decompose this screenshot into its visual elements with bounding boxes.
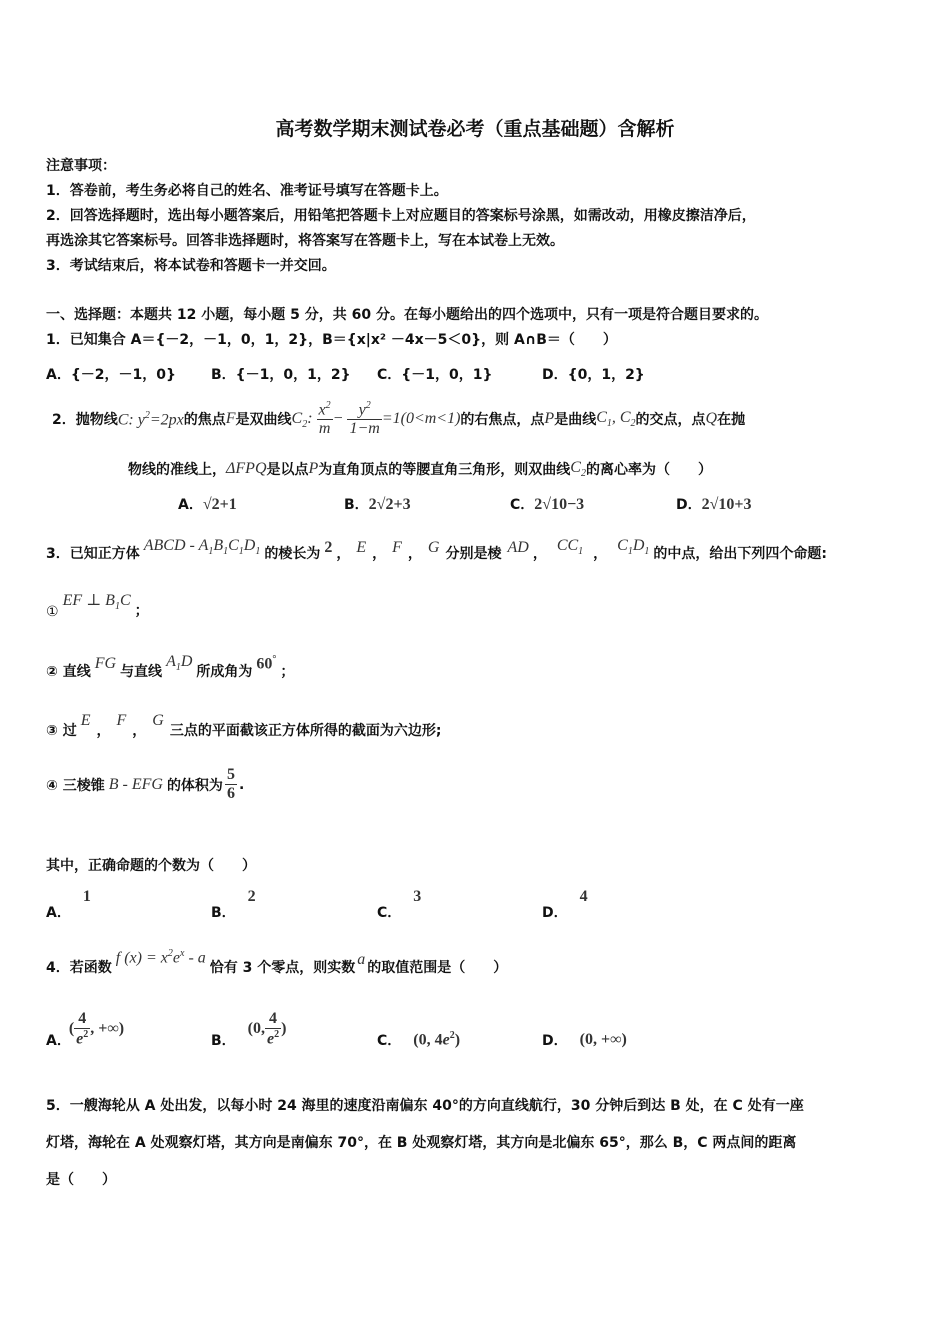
q2-text: 物线的准线上， xyxy=(128,462,226,479)
q3-text: 的中点，给出下列四个命题: xyxy=(653,546,827,563)
q3-var-g: G xyxy=(427,539,440,557)
q3-edge-ad: AD xyxy=(507,539,529,557)
q2-option-c: C．2√10−3 xyxy=(510,496,585,513)
q2-hyperbola-formula: $C_2$: $\frac{x^2}{m}$ − $\frac{y^2}{1-m}$ =1(0<m<1) xyxy=(291,400,461,438)
q3-stem: 3．已知正方体 ABCD - $A_1B_1C_1D_1$ 的棱长为 2 ， E ， F ， G 分别是棱 AD ， $CC_1$ ， $C_1D_1$ 的中点，给出下列四个命题: xyxy=(46,537,827,563)
q2-text: 的离心率为（ ） xyxy=(585,462,712,479)
q2-option-c-value: 2√10−3 xyxy=(534,496,585,513)
q5-line-1: 5．一艘海轮从 A 处出发，以每小时 24 海里的速度沿南偏东 40°的方向直线航行，30 分钟后到达 B 处，在 C 处有一座 xyxy=(46,1098,804,1114)
q1-option-b: B．{－1，0，1，2} xyxy=(211,367,351,383)
q3-edge-length: 2 xyxy=(324,539,333,557)
q4-option-c: C． (0, $4e^2$) xyxy=(377,1030,461,1049)
q2-text: 的交点，点 xyxy=(635,412,706,429)
q2-text: 是以点 xyxy=(266,462,309,479)
q1-option-d: D．{0，1，2} xyxy=(542,367,645,383)
q3-proposition-1: ① EF ⊥ $B_1C$ ； xyxy=(46,592,149,621)
q2-option-b-value: 2√2+3 xyxy=(368,496,411,513)
notice-item: 2．回答选择题时，选出每小题答案后，用铅笔把答题卡上对应题目的答案标号涂黑，如需改动，用橡皮擦洁净后， xyxy=(46,208,756,224)
q3-proposition-3: ③ 过 E ， F ， G 三点的平面截该正方体所得的截面为六边形; xyxy=(46,712,442,739)
q2-text: 的焦点 xyxy=(183,412,226,429)
q4-function: f $(x) = x^2e^x - a$ xyxy=(115,948,206,967)
notice-item: 再选涂其它答案标号。回答非选择题时，将答案写在答题卡上，写在本试卷上无效。 xyxy=(46,233,564,249)
q3-text: 分别是棱 xyxy=(445,546,502,563)
q2-triangle: ΔFPQ xyxy=(226,460,267,478)
q4-option-d: D． (0, +∞) xyxy=(542,1031,627,1049)
q3-option-c: C． 3 xyxy=(377,888,422,921)
q2-parabola-formula: C: $y^2=2px$ xyxy=(117,409,184,428)
q1-option-c: C．{－1，0，1} xyxy=(377,367,493,383)
q2-var-q: Q xyxy=(705,410,718,428)
q2-num: 2．抛物线 xyxy=(52,412,118,429)
q3-option-a: A． 1 xyxy=(46,888,91,921)
q3-proposition-2: ② 直线 FG 与直线 $A_1D$ 所成角为 60° ； xyxy=(46,653,295,681)
q3-option-d: D． 4 xyxy=(542,888,588,921)
q3-option-b-value: 2 xyxy=(247,888,256,905)
q2-var-p: P xyxy=(308,460,319,478)
q2-option-b: B．2√2+3 xyxy=(344,496,411,513)
q2-text: 的右焦点，点 xyxy=(460,412,545,429)
section-heading: 一、选择题：本题共 12 小题，每小题 5 分，共 60 分。在每小题给出的四个选项中，只有一项是符合题目要求的。 xyxy=(46,307,768,323)
q2-option-a-value: √2+1 xyxy=(202,496,237,513)
q2-text: 是双曲线 xyxy=(235,412,292,429)
q3-edge-cc1: $CC_1$ xyxy=(556,537,584,558)
q3-option-b: B． 2 xyxy=(211,888,256,921)
q5-line-3: 是（ ） xyxy=(46,1172,116,1188)
q2-text: 在抛 xyxy=(717,412,746,429)
q3-var-e: E xyxy=(356,539,367,557)
notice-item: 3．考试结束后，将本试卷和答题卡一并交回。 xyxy=(46,258,336,274)
q2-stem-line1 xyxy=(52,400,745,438)
q3-num: 3．已知正方体 xyxy=(46,546,140,563)
page-title: 高考数学期末测试卷必考（重点基础题）含解析 xyxy=(275,118,675,140)
q3-proposition-4: ④ 三棱锥 B - EFG 的体积为 $\frac{5}{6}$ . xyxy=(46,766,245,802)
q2-curves: $C_1$, $C_2$ xyxy=(596,409,636,430)
q3-option-c-value: 3 xyxy=(413,888,422,905)
q3-text: 的棱长为 xyxy=(264,546,321,563)
q4-option-b: B． (0, $\frac{4}{e^2}$ ) xyxy=(211,1009,287,1049)
q2-option-a: A．√2+1 xyxy=(178,496,237,513)
q3-option-a-value: 1 xyxy=(82,888,91,905)
q3-volume-fraction: $\frac{5}{6}$ xyxy=(226,766,235,802)
q1-option-a: A．{－2，－1，0} xyxy=(46,367,176,383)
q2-text: 是曲线 xyxy=(554,412,597,429)
q3-var-f: F xyxy=(392,539,402,557)
q2-text: 为直角顶点的等腰直角三角形，则双曲线 xyxy=(318,462,571,479)
q2-option-d: D．2√10+3 xyxy=(676,496,752,513)
q2-var-f: F xyxy=(225,410,236,428)
q3-edge-c1d1: $C_1D_1$ xyxy=(617,537,650,558)
q4-stem: 4．若函数 f $(x) = x^2e^x - a$ 恰有 3 个零点，则实数 a 的取值范围是（ ） xyxy=(46,948,508,977)
notice-heading: 注意事项： xyxy=(46,158,116,174)
q2-curve-c2: $C_2$ xyxy=(570,459,586,480)
notice-item: 1．答卷前，考生务必将自己的姓名、准考证号填写在答题卡上。 xyxy=(46,183,448,199)
q2-option-d-value: 2√10+3 xyxy=(701,496,752,513)
q3-question: 其中，正确命题的个数为（ ） xyxy=(46,858,256,874)
q4-option-a: A． ( $\frac{4}{e^2}$ , +∞) xyxy=(46,1009,125,1049)
q5-line-2: 灯塔，海轮在 A 处观察灯塔，其方向是南偏东 70°，在 B 处观察灯塔，其方向是北偏东 65°，那么 B，C 两点间的距离 xyxy=(46,1135,797,1151)
q2-var-p: P xyxy=(544,410,555,428)
q2-stem-line2 xyxy=(128,459,712,479)
q1-stem: 1．已知集合 A＝{－2，－1，0，1，2}，B＝{x|x² －4x－5＜0}，则 A∩B＝（ ） xyxy=(46,332,617,348)
q3-cube: ABCD - $A_1B_1C_1D_1$ xyxy=(143,537,261,558)
q3-option-d-value: 4 xyxy=(579,888,588,905)
